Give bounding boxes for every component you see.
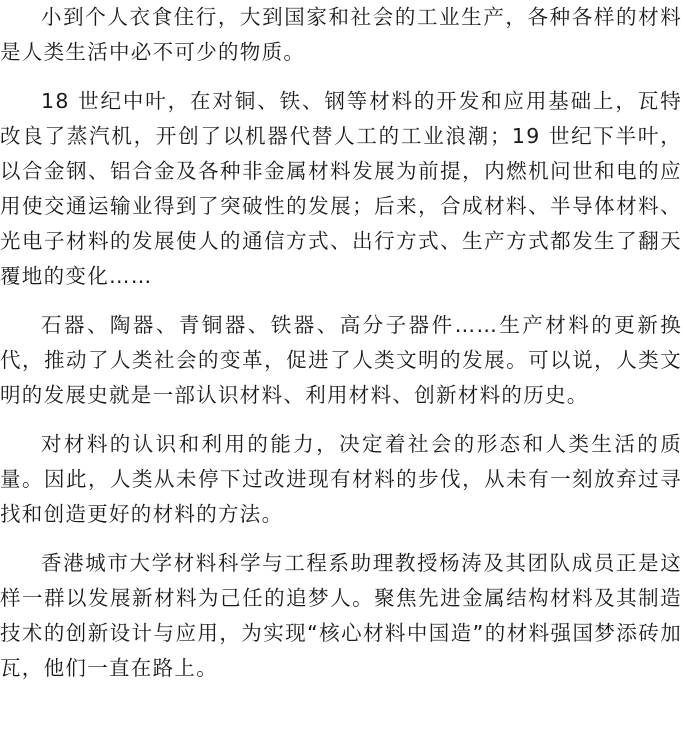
paragraph-1: 小到个人衣食住行，大到国家和社会的工业生产，各种各样的材料是人类生活中必不可少的物质。	[0, 5, 682, 64]
paragraph-5: 香港城市大学材料科学与工程系助理教授杨涛及其团队成员正是这样一群以发展新材料为己任的追梦人。聚焦先进金属结构材料及其制造技术的创新设计与应用，为实现“核心材料中国造”的材料强国梦添砖加瓦，他们一直在路上。	[0, 551, 682, 680]
paragraph-2: 18 世纪中叶，在对铜、铁、钢等材料的开发和应用基础上，瓦特改良了蒸汽机，开创了以机器代替人工的工业浪潮；19 世纪下半叶，以合金钢、铝合金及各种非金属材料发展为前提，内燃机问世和电的应用使交通运输业得到了突破性的发展；后来，合成材料、半导体材料、光电子材料的发展使人的通信方式、出行方式、生产方式都发生了翻天覆地的变化……	[0, 89, 682, 288]
paragraph-4: 对材料的认识和利用的能力，决定着社会的形态和人类生活的质量。因此，人类从未停下过改进现有材料的步伐，从未有一刻放弃过寻找和创造更好的材料的方法。	[0, 432, 682, 526]
paragraph-3: 石器、陶器、青铜器、铁器、高分子器件……生产材料的更新换代，推动了人类社会的变革，促进了人类文明的发展。可以说，人类文明的发展史就是一部认识材料、利用材料、创新材料的历史。	[0, 313, 682, 407]
